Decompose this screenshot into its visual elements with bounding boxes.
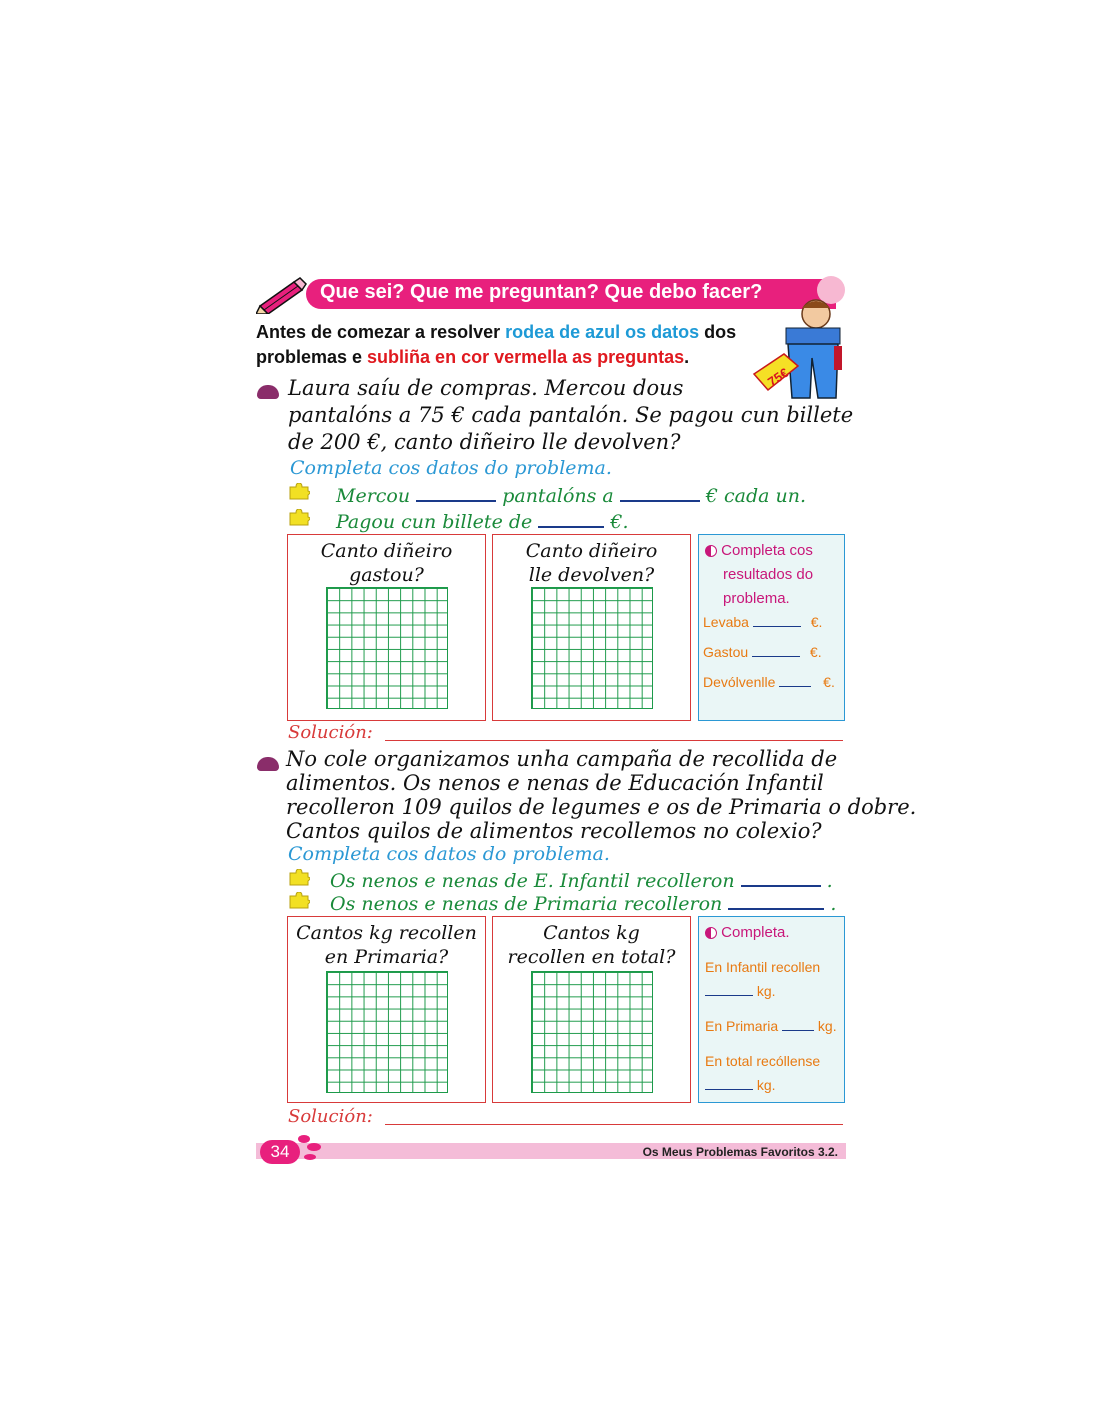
problem1-line-3: de 200 €, canto diñeiro lle devolven? bbox=[288, 430, 681, 454]
calculation-grid[interactable] bbox=[326, 587, 448, 709]
result-unit: €. bbox=[809, 644, 822, 660]
problem2-fill-row-1 bbox=[330, 867, 833, 892]
answer-blank[interactable] bbox=[753, 614, 801, 627]
price-tag bbox=[752, 352, 800, 392]
side-title-line: problema. bbox=[723, 590, 790, 607]
calculation-grid[interactable] bbox=[531, 971, 653, 1093]
side-title-line: resultados do bbox=[723, 566, 814, 583]
fill-label: € cada un. bbox=[705, 485, 806, 507]
fill-label: . bbox=[830, 893, 837, 915]
result-label: Gastou bbox=[703, 644, 749, 660]
answer-blank[interactable] bbox=[741, 867, 821, 887]
result-unit: kg. bbox=[817, 1018, 837, 1034]
calculation-grid[interactable] bbox=[326, 971, 448, 1093]
result-unit: kg. bbox=[756, 983, 776, 999]
fill-label: Pagou cun billete de bbox=[336, 511, 533, 533]
box-question-line: Canto diñeiro bbox=[320, 540, 453, 562]
price-tag-label: 75€ bbox=[764, 364, 792, 390]
half-circle-icon bbox=[705, 927, 717, 939]
solution-label: Solución: bbox=[288, 1106, 373, 1127]
fill-label: . bbox=[826, 870, 833, 892]
result-row-devolvenlle bbox=[703, 674, 835, 690]
answer-blank[interactable] bbox=[416, 482, 496, 502]
answer-blank[interactable] bbox=[752, 644, 800, 657]
answer-blank[interactable] bbox=[705, 1077, 753, 1090]
result-row-infantil bbox=[705, 983, 776, 999]
box-question-line: en Primaria? bbox=[324, 946, 449, 968]
box-question-line: Cantos kg bbox=[543, 922, 640, 944]
problem1-fill-row-1 bbox=[336, 482, 806, 507]
work-box-primaria bbox=[287, 916, 486, 1103]
intro-highlight-blue: rodea de azul os datos bbox=[505, 322, 700, 342]
bullet-icon bbox=[257, 757, 279, 771]
result-label: Levaba bbox=[703, 614, 749, 630]
puzzle-piece-icon bbox=[288, 483, 310, 501]
problem2-line-2: alimentos. Os nenos e nenas de Educación Infantil bbox=[286, 771, 824, 795]
box-question-line: lle devolven? bbox=[528, 564, 655, 586]
problem1-line-2: pantalóns a 75 € cada pantalón. Se pagou cun billete bbox=[288, 403, 854, 427]
result-unit: kg. bbox=[756, 1077, 776, 1093]
page-number: 34 bbox=[260, 1140, 300, 1164]
intro-line-1 bbox=[256, 322, 736, 343]
problem2-line-4: Cantos quilos de alimentos recollemos no colexio? bbox=[286, 819, 822, 843]
box-question-line: Cantos kg recollen bbox=[296, 922, 477, 944]
problem2-fill-row-2 bbox=[330, 890, 836, 915]
fill-label: Os nenos e nenas de E. Infantil recolleron bbox=[330, 870, 735, 892]
fill-label: Mercou bbox=[336, 485, 411, 507]
problem2-line-3: recolleron 109 quilos de legumes e os de Primaria o dobre. bbox=[286, 795, 917, 819]
result-unit: €. bbox=[810, 614, 823, 630]
problem1-line-1: Laura saíu de compras. Mercou dous bbox=[288, 376, 684, 400]
work-box-spent bbox=[287, 534, 486, 721]
box-question-line: gastou? bbox=[349, 564, 424, 586]
pencil-icon bbox=[256, 276, 308, 314]
problem2-line-1: No cole organizamos unha campaña de recollida de bbox=[286, 747, 838, 771]
problem1-fill-row-2 bbox=[336, 508, 629, 533]
intro-text: . bbox=[684, 347, 690, 367]
result-unit: €. bbox=[823, 674, 835, 690]
bullet-icon bbox=[257, 385, 279, 399]
intro-line-2 bbox=[256, 347, 689, 368]
book-title: Os Meus Problemas Favoritos 3.2. bbox=[642, 1145, 838, 1159]
side-title-line: Completa. bbox=[721, 924, 790, 941]
solution-line[interactable] bbox=[385, 1124, 843, 1125]
paw-print-icon bbox=[296, 1133, 322, 1163]
result-row-primaria bbox=[705, 1018, 837, 1034]
work-box-total bbox=[492, 916, 691, 1103]
answer-blank[interactable] bbox=[728, 890, 824, 910]
fill-label: Os nenos e nenas de Primaria recolleron bbox=[330, 893, 723, 915]
puzzle-piece-icon bbox=[288, 869, 310, 887]
intro-text: Antes de comezar a resolver bbox=[256, 322, 506, 342]
answer-blank[interactable] bbox=[705, 983, 753, 996]
result-label: En Infantil recollen bbox=[705, 959, 821, 975]
work-box-change bbox=[492, 534, 691, 721]
answer-blank[interactable] bbox=[779, 674, 811, 687]
calculation-grid[interactable] bbox=[531, 587, 653, 709]
result-row-gastou bbox=[703, 644, 822, 660]
answer-blank[interactable] bbox=[620, 482, 700, 502]
intro-text: dos bbox=[699, 322, 737, 342]
result-label: Devólvenlle bbox=[703, 674, 776, 690]
result-label: En total recóllense bbox=[705, 1053, 821, 1069]
result-label: En Primaria bbox=[705, 1018, 779, 1034]
side-title-line: Completa cos bbox=[721, 542, 813, 559]
result-row-levaba bbox=[703, 614, 822, 630]
box-question-line: Canto diñeiro bbox=[525, 540, 658, 562]
problem2-complete-instruction: Completa cos datos do problema. bbox=[288, 843, 610, 865]
answer-blank[interactable] bbox=[538, 508, 604, 528]
results-side-box bbox=[698, 534, 845, 721]
problem1-complete-instruction: Completa cos datos do problema. bbox=[290, 457, 612, 479]
box-question-line: recollen en total? bbox=[507, 946, 676, 968]
fill-label: pantalóns a bbox=[502, 485, 614, 507]
fill-label: €. bbox=[610, 511, 629, 533]
answer-blank[interactable] bbox=[782, 1018, 814, 1031]
results-side-box bbox=[698, 916, 845, 1103]
solution-label: Solución: bbox=[288, 722, 373, 743]
intro-highlight-red: subliña en cor vermella as preguntas bbox=[367, 347, 685, 367]
puzzle-piece-icon bbox=[288, 509, 310, 527]
page-title: Que sei? Que me preguntan? Que debo facer? bbox=[320, 281, 763, 303]
intro-text: problemas e bbox=[256, 347, 368, 367]
half-circle-icon bbox=[705, 545, 717, 557]
puzzle-piece-icon bbox=[288, 892, 310, 910]
solution-line[interactable] bbox=[385, 740, 843, 741]
result-row-total bbox=[705, 1077, 776, 1093]
